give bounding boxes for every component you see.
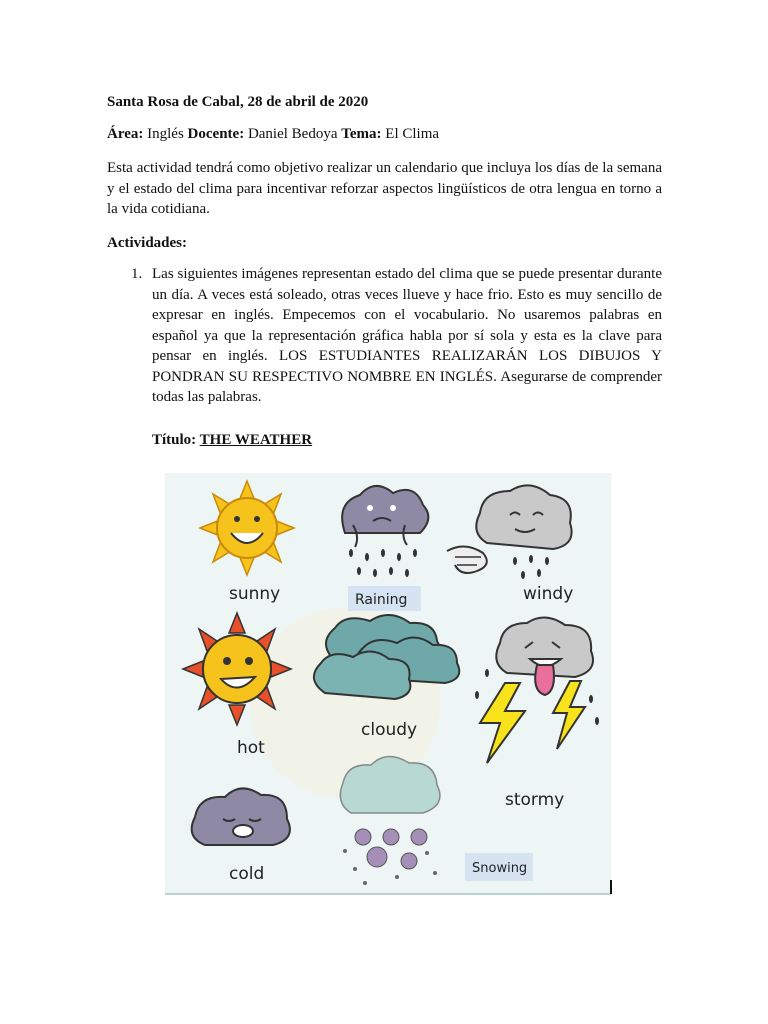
- raining-label: Raining: [355, 592, 408, 608]
- stormy-cloud-icon: [475, 617, 599, 763]
- area-label: Área:: [107, 126, 144, 142]
- cold-cloud-icon: [192, 788, 290, 845]
- snowing-label: Snowing: [472, 861, 528, 876]
- title-label: Título:: [152, 432, 200, 448]
- weather-drawings: [165, 473, 611, 893]
- activities-heading: Actividades:: [107, 235, 187, 251]
- title-line: [152, 430, 312, 451]
- stormy-label: stormy: [505, 790, 565, 810]
- area-value: Inglés: [143, 126, 188, 142]
- snowing-cloud-icon: [340, 756, 440, 885]
- text-cursor: [610, 880, 612, 894]
- date-line: Santa Rosa de Cabal, 28 de abril de 2020: [107, 94, 369, 110]
- intro-paragraph: Esta actividad tendrá como objetivo realizar un calendario que incluya los días de la semana y el estado del clima para incentivar reforzar aspectos lingüísticos de otra lengua en torno a la vida cotidiana.: [107, 160, 662, 217]
- tema-value: El Clima: [381, 126, 440, 142]
- cold-label: cold: [229, 864, 265, 884]
- activity-number: 1.: [131, 266, 143, 282]
- tema-label: Tema:: [341, 126, 382, 142]
- docente-label: Docente:: [187, 126, 245, 142]
- cloudy-label: cloudy: [361, 720, 418, 740]
- activity-text: Las siguientes imágenes representan estado del clima que se puede presentar durante un día. A veces está soleado, otras veces llueve y hace frio. Esto es muy sencillo de expresar en inglés. Empecemos con el vocabulario. No usaremos palabras en español ya que la representación gráfica habla por sí sola y esta es la clave para pensar en inglés. LOS ESTUDIANTES REALIZARÁN LOS DIBUJOS Y PONDRAN SU RESPECTIVO NOMBRE EN INGLÉS. Asegurarse de comprender todas las palabras.: [152, 266, 662, 405]
- hot-sun-icon: [183, 613, 291, 725]
- sunny-label: sunny: [229, 584, 281, 604]
- docente-value: Daniel Bedoya: [244, 126, 342, 142]
- title-value: THE WEATHER: [199, 432, 313, 448]
- weather-illustration: [165, 473, 611, 895]
- windy-label: windy: [523, 584, 574, 604]
- hot-label: hot: [237, 738, 265, 758]
- windy-cloud-icon: [447, 485, 572, 579]
- meta-line: [107, 124, 439, 145]
- sunny-sun-icon: [200, 481, 294, 575]
- raining-cloud-icon: [342, 486, 428, 577]
